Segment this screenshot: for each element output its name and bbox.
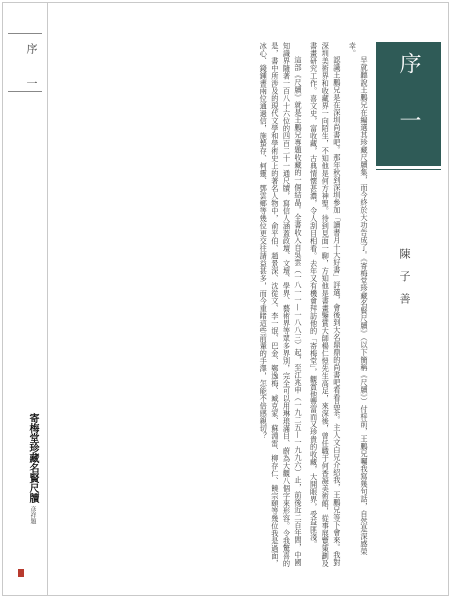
left-margin xyxy=(3,3,48,595)
paragraph-1: 早就聽說王鵬兄在編選其珍藏尺牘集，而今終於大功告成了。《寄梅堂珍藏名賢尺牘》（以下簡稱《尺牘》）付梓前，王鵬兄囑我寫幾句話，自然是深感榮幸。 xyxy=(348,42,369,556)
book-title-calligraphy xyxy=(13,413,39,583)
red-seal-stamp xyxy=(18,569,24,577)
body-text xyxy=(50,42,370,570)
chapter-title-block xyxy=(376,42,441,166)
running-head-bottom-rule xyxy=(8,91,42,92)
book-title-calligraphy-text: 寄梅堂珍藏名賢尺牘 xyxy=(27,413,38,503)
chapter-title: 序 一 xyxy=(396,52,421,145)
paragraph-2: 認識王鵬兄是在深圳尚書吧。那年秋到深圳參加「讀書月十大好書」評選，會後到大名鼎鼎的尚書吧看看品茶。主人文白兄介紹我，王鵬兄等下會來。我對深圳美術界和收藏界一向陌生，不知他是何方神聖。待到見面一聊，方知他是書畫鑒賞大師楊仁愷先生高足，來深後，曾任職于何香凝美術館，從事展覽策劃及書畫研究工作。喜文史，富收藏，古典情懷甚濃，令人刮目相看。去年又有機會拜訪他的「寄梅堂」，觀賞他豐富而又珍貴的收藏，大開眼界，受益匪淺。 xyxy=(309,42,342,567)
running-head: 序 一 xyxy=(25,43,38,99)
calligraphy-signature: 彦祥題 xyxy=(29,506,36,525)
running-head-top-rule xyxy=(8,33,42,34)
author-byline: 陳 子 善 xyxy=(398,248,411,308)
title-underline xyxy=(376,169,441,170)
paragraph-3: 這部《尺牘》就是王鵬兄專題收藏的一個結晶。全書收入自吳雲（一八一一—一八八三）起，至江兆申（一九二五—一九九六）止，前後近二百年間，中國知識界隨著一百八十六位的四百二十一通尺牘，寫信人涵蓋政壇、文壇、學界、藝術界等眾多界別，完全可以用琳琅滿目、蔚為大觀八個字來形容。令我驚喜的是，書中所涉及的現代文學和學術史上的著名人物中，俞平伯、趙景深、沈從文、李一氓、巴金、鄭逸梅、臧克家、蘇淵雷、柳存仁、饒宗頤等幾位我是過面，冰心、錢鍾書兩位通過信，施蟄存、柯靈、鄧雲鄉等幾位更交往請益甚多，而今重睹這些前輩的手澤，怎能不倍感親切？ xyxy=(259,42,304,567)
